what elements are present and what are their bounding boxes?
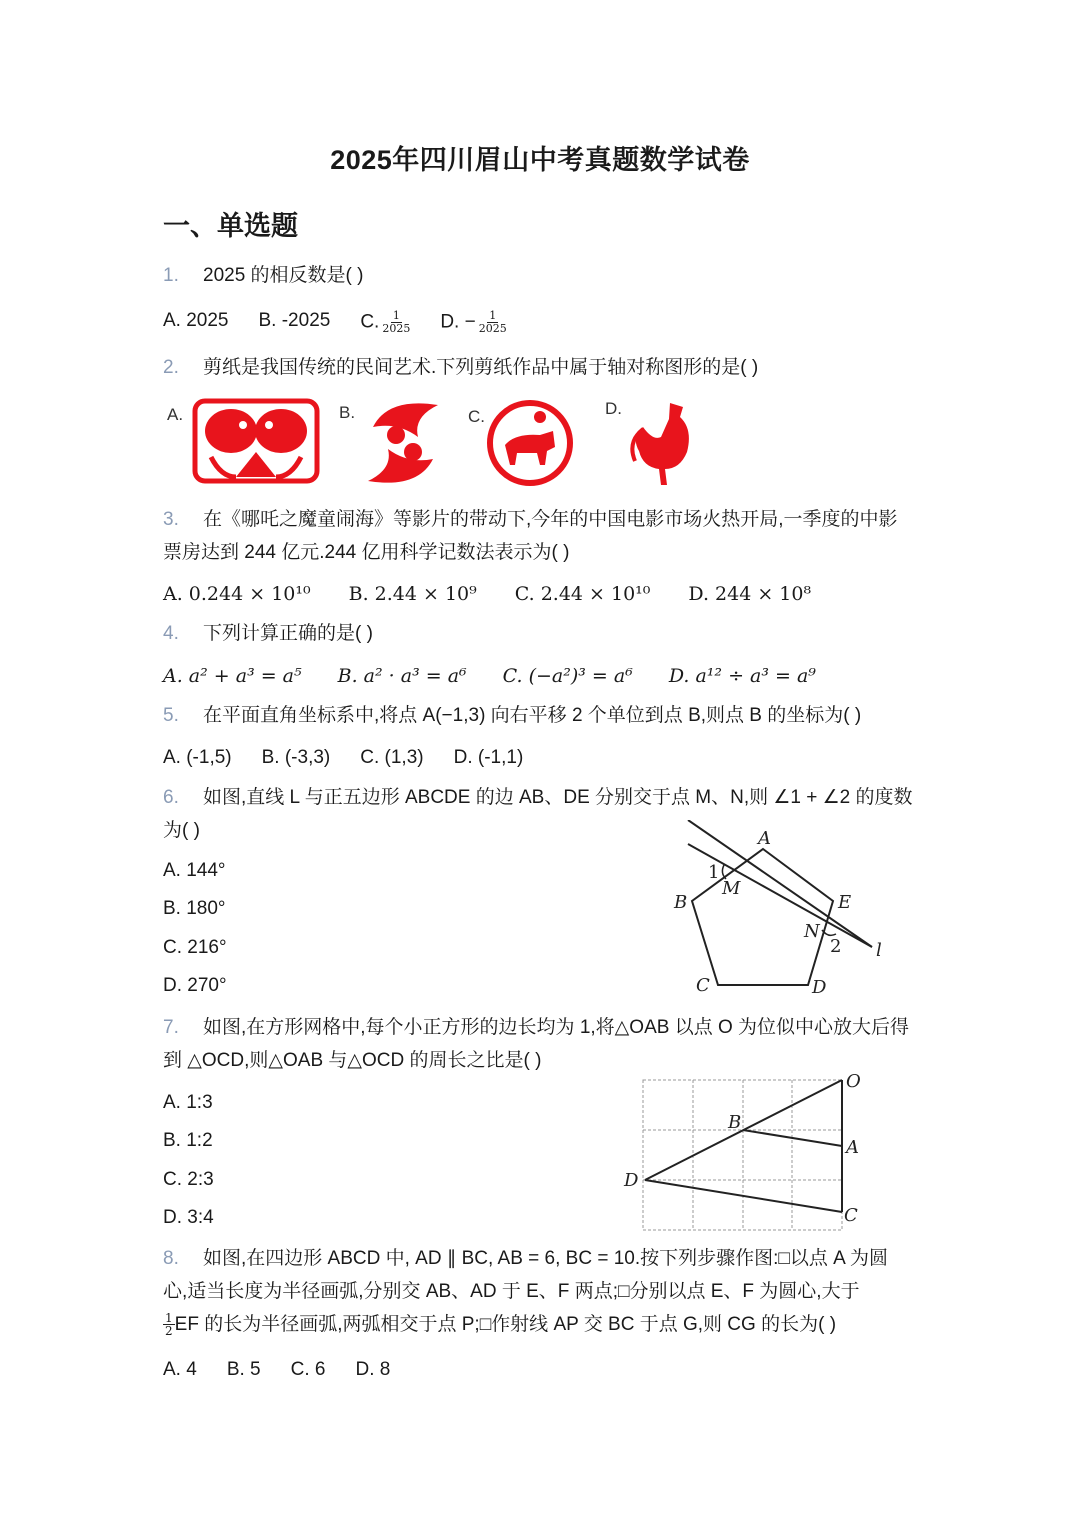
image-label-d: D. (605, 399, 622, 418)
question-7-option-a: A. 1:3 (163, 1092, 213, 1113)
pentagon-figure (660, 820, 900, 1000)
option-a: A. 0.244 × 10¹⁰ (163, 583, 311, 605)
svg-text:A: A (846, 1137, 859, 1158)
option-d: D. − $\frac{1}{2025}$ (440, 309, 507, 335)
svg-text:l: l (876, 940, 882, 961)
question-1 (163, 259, 913, 292)
question-text: 在《哪吒之魔童闹海》等影片的带动下,今年的中国电影市场火热开局,一季度的中影票房达到 244 亿元.244 亿用科学记数法表示为( ) (163, 509, 898, 563)
ox-papercut-image (485, 397, 575, 489)
question-7-option-c: C. 2:3 (163, 1169, 214, 1190)
option-d: D. (-1,1) (453, 747, 524, 768)
grid-similarity-figure (610, 1065, 880, 1235)
question-text: 如图,在四边形 ABCD 中, AD ∥ BC, AB = 6, BC = 10.按下列步骤作图:□以点 A 为圆 (203, 1248, 889, 1269)
option-c: C. (−a²)³ = a⁶ (502, 665, 633, 687)
option-b: B. -2025 (258, 310, 331, 331)
option-d: D. 244 × 10⁸ (688, 583, 812, 605)
option-a: A. 2025 (163, 310, 229, 331)
question-7-option-d: D. 3:4 (163, 1207, 214, 1228)
option-b: B. a² · a³ = a⁶ (337, 665, 467, 687)
svg-text:C: C (696, 975, 710, 996)
question-1-options (163, 310, 537, 335)
question-text: 如图,直线 L 与正五边形 ABCDE 的边 AB、DE 分别交于点 M、N,则 ∠1 + ∠2 的度数为( ) (163, 787, 913, 841)
svg-text:M: M (722, 878, 741, 899)
option-c: C. 6 (290, 1359, 326, 1380)
option-c: C. 2.44 × 10¹⁰ (514, 583, 651, 605)
question-number: 1. (163, 265, 179, 286)
svg-text:O: O (846, 1071, 861, 1092)
fraction: $\frac{1}{2025}$ (382, 309, 411, 335)
question-7-option-b: B. 1:2 (163, 1130, 213, 1151)
rotating-fish-papercut-image (358, 397, 448, 489)
option-b: B. 5 (226, 1359, 261, 1380)
fish-papercut-image (191, 397, 321, 485)
svg-text:B: B (674, 892, 688, 913)
question-4 (163, 617, 913, 650)
page-title: 2025年四川眉山中考真题数学试卷 (330, 145, 750, 175)
option-c: C. (1,3) (360, 747, 424, 768)
option-b: B. (-3,3) (261, 747, 331, 768)
question-text: 如图,在方形网格中,每个小正方形的边长均为 1,将△OAB 以点 O 为位似中心放大后得到 △OCD,则△OAB 与△OCD 的周长之比是( ) (163, 1017, 910, 1071)
question-5-options (163, 747, 553, 769)
papercut-images (163, 395, 723, 495)
option-a: A. 4 (163, 1359, 197, 1380)
question-text: EF 的长为半径画弧,两弧相交于点 P;□作射线 AP 交 BC 于点 G,则 CG 的长为( ) (174, 1314, 837, 1335)
question-3 (163, 503, 913, 569)
question-text: 下列计算正确的是( ) (203, 623, 373, 644)
option-a: A. a² + a³ = a⁵ (163, 665, 302, 687)
option-b: B. 2.44 × 10⁹ (348, 583, 477, 605)
option-c: C. $\frac{1}{2025}$ (360, 309, 411, 335)
question-number: 2. (163, 357, 179, 378)
question-text: 在平面直角坐标系中,将点 A(−1,3) 向右平移 2 个单位到点 B,则点 B 的坐标为( ) (203, 705, 862, 726)
fraction: $\frac{1}{2025}$ (478, 309, 507, 335)
question-number: 8. (163, 1248, 179, 1269)
svg-text:C: C (844, 1205, 858, 1226)
option-d: D. 8 (355, 1359, 391, 1380)
question-6-option-c: C. 216° (163, 937, 227, 958)
question-2 (163, 351, 913, 384)
question-6-option-b: B. 180° (163, 898, 226, 919)
question-4-options (163, 665, 846, 687)
rooster-papercut-image (625, 397, 705, 489)
question-number: 4. (163, 623, 179, 644)
section-heading: 一、单选题 (163, 211, 298, 241)
svg-text:N: N (804, 921, 820, 942)
question-number: 6. (163, 787, 179, 808)
svg-text:A: A (758, 828, 771, 849)
svg-text:D: D (812, 977, 827, 998)
question-text: 2025 的相反数是( ) (203, 265, 364, 286)
svg-text:E: E (838, 892, 852, 913)
svg-text:B: B (728, 1112, 742, 1133)
question-text: 剪纸是我国传统的民间艺术.下列剪纸作品中属于轴对称图形的是( ) (203, 357, 759, 378)
question-6-option-a: A. 144° (163, 860, 226, 881)
option-a: A. (-1,5) (163, 747, 232, 768)
question-8-options (163, 1359, 420, 1381)
question-6-option-d: D. 270° (163, 975, 227, 996)
image-label-a: A. (167, 405, 184, 424)
option-d: D. a¹² ÷ a³ = a⁹ (668, 665, 816, 687)
image-label-c: C. (468, 407, 485, 426)
question-number: 7. (163, 1017, 179, 1038)
question-text: 心,适当长度为半径画弧,分别交 AB、AD 于 E、F 两点;□分别以点 E、F 为圆心,大于 (163, 1281, 860, 1302)
question-3-options (163, 583, 841, 605)
svg-text:2: 2 (830, 936, 842, 957)
image-label-b: B. (339, 403, 356, 422)
question-8 (163, 1242, 923, 1341)
svg-text:1: 1 (708, 862, 720, 883)
svg-text:D: D (624, 1170, 639, 1191)
question-number: 5. (163, 705, 179, 726)
fraction-half: $\frac{1}{2}$ (165, 1311, 173, 1339)
question-number: 3. (163, 509, 179, 530)
question-5 (163, 699, 913, 732)
